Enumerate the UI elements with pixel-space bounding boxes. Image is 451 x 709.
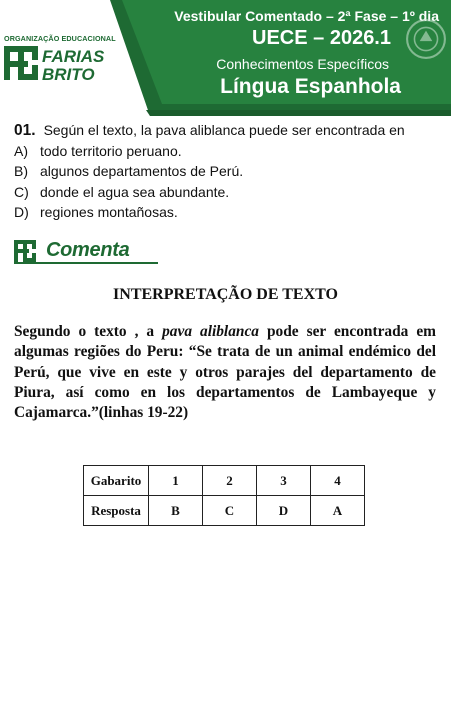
option-letter: B)	[14, 163, 28, 179]
table-cell: 4	[311, 466, 365, 496]
comenta-heading	[14, 238, 158, 264]
table-cell: 3	[257, 466, 311, 496]
section-title: INTERPRETAÇÃO DE TEXTO	[113, 286, 338, 303]
option-b	[14, 161, 444, 182]
question-stem: Según el texto, la pava aliblanca puede ser encontrada en	[43, 122, 405, 138]
table-cell: 1	[149, 466, 203, 496]
table-cell: 2	[203, 466, 257, 496]
farias-brito-logo	[4, 44, 130, 86]
comenta-label: Comenta	[46, 239, 130, 261]
row-label-resposta: Resposta	[84, 496, 149, 526]
exam-subtitle: Vestibular Comentado – 2ª Fase – 1º dia	[174, 8, 439, 24]
option-text: regiones montañosas.	[40, 204, 178, 220]
brand-bottom: BRITO	[42, 65, 95, 84]
answer-part2: pode ser encontrada em algumas regiões do Peru: “Se trata de un animal endémico del Perú, que vive en este y otros parajes del departamento de Piura, así como en los departamentos de Lambayeque y Cajamarca.”(linhas 19-22)	[14, 323, 436, 422]
option-text: donde el agua sea abundante.	[40, 183, 230, 200]
fb-mark-icon	[14, 240, 42, 262]
option-c	[14, 182, 444, 203]
row-label-gabarito: Gabarito	[84, 466, 149, 496]
option-a	[14, 141, 444, 162]
answer-part1: Segundo o texto , a	[14, 323, 163, 340]
brand-top: FARIAS	[42, 47, 105, 66]
exam-area: Conhecimentos Específicos	[216, 56, 389, 72]
question-block	[14, 120, 444, 223]
table-row	[84, 496, 365, 526]
seal-icon	[405, 18, 447, 60]
question-stem-line	[14, 120, 444, 141]
option-letter: A)	[14, 142, 28, 159]
option-letter: C)	[14, 183, 29, 200]
option-d	[14, 202, 444, 223]
exam-subject: Língua Espanhola	[220, 75, 401, 98]
comenta-underline	[14, 262, 158, 264]
table-cell: A	[311, 496, 365, 526]
answer-key-table	[83, 465, 365, 526]
table-cell: D	[257, 496, 311, 526]
answer-paragraph	[14, 322, 436, 423]
option-text: algunos departamentos de Perú.	[40, 163, 244, 179]
answer-italic: pava aliblanca	[162, 323, 259, 340]
table-row	[84, 466, 365, 496]
option-text: todo territorio peruano.	[40, 142, 182, 159]
header-banner	[0, 0, 451, 116]
table-cell: C	[203, 496, 257, 526]
table-cell: B	[149, 496, 203, 526]
option-letter: D)	[14, 204, 29, 220]
question-number: 01.	[14, 122, 36, 139]
logo-org-label: ORGANIZAÇÃO EDUCACIONAL	[4, 34, 116, 43]
exam-code: UECE – 2026.1	[252, 27, 391, 49]
